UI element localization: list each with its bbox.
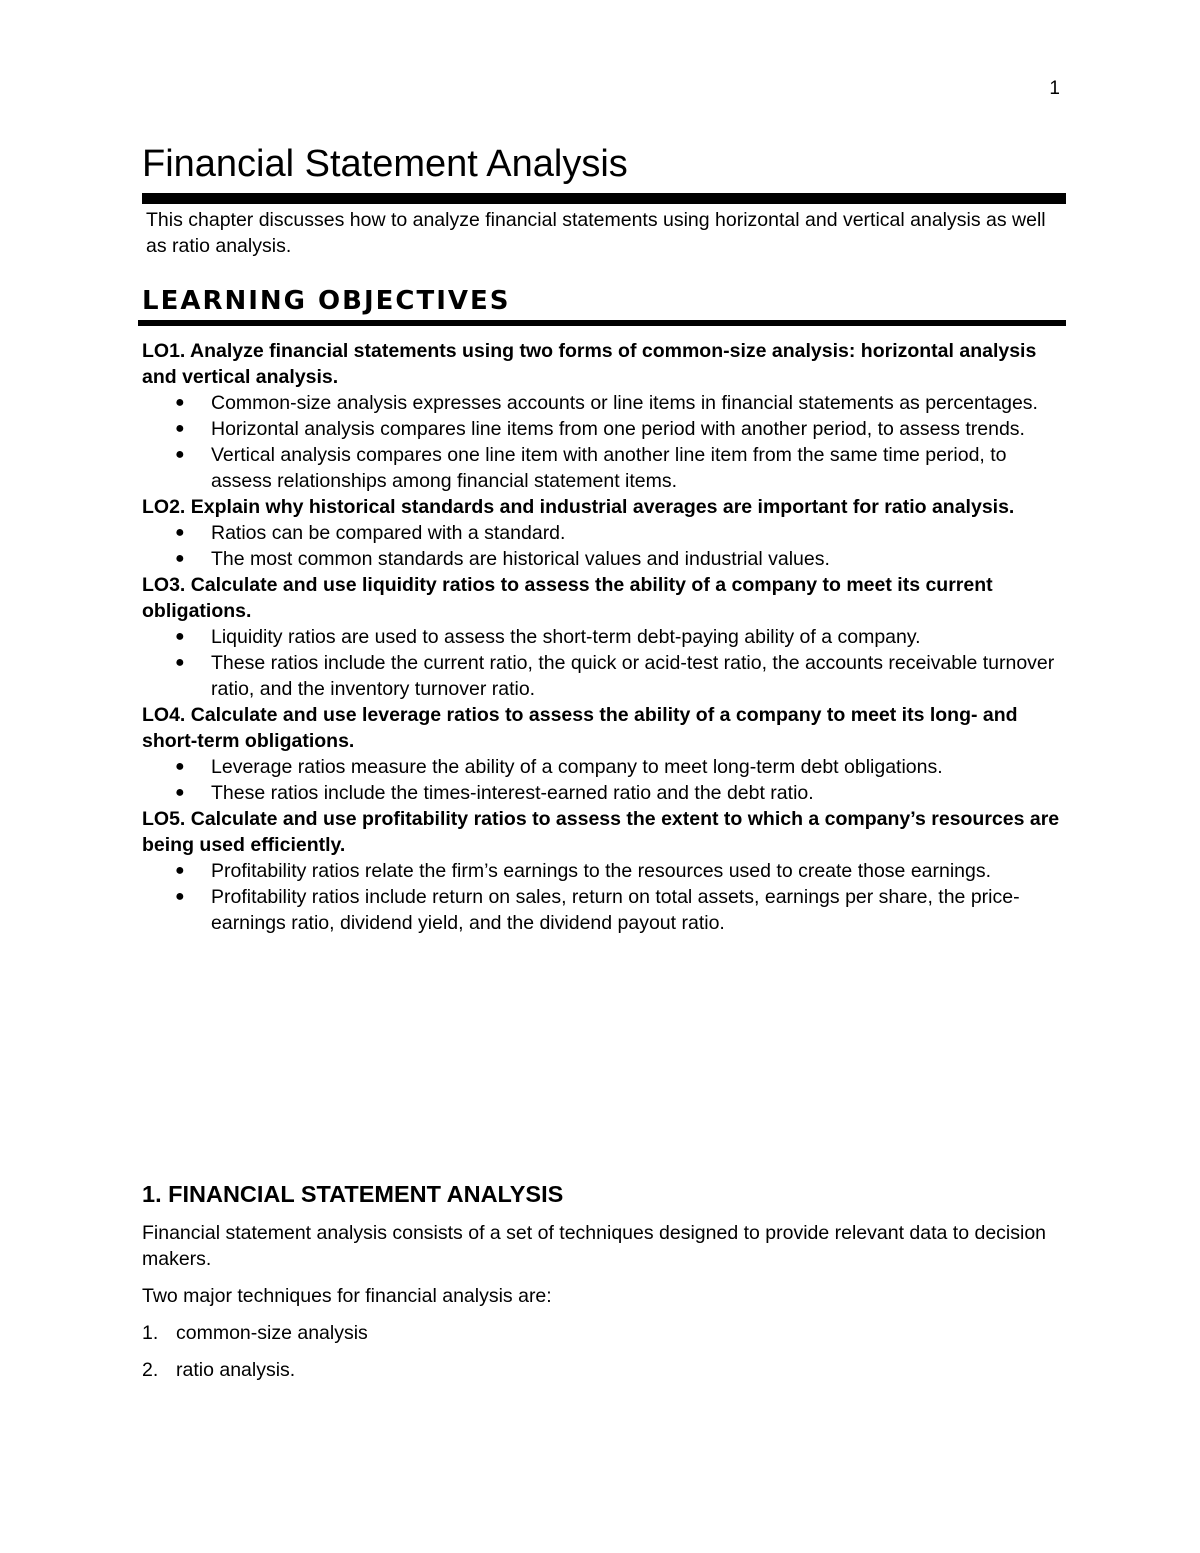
list-item: ● Leverage ratios measure the ability of a company to meet long-term debt obligations. xyxy=(175,756,943,778)
list-item: ● Vertical analysis compares one line item with another line item from the same time period, to assess relationships among financial statement items. xyxy=(175,444,1007,492)
objective-heading: LO5. Calculate and use profitability ratios to assess the extent to which a company’s resources are being used efficiently. xyxy=(142,808,1060,856)
section-paragraph: Two major techniques for financial analysis are: xyxy=(142,1285,552,1307)
title-rule xyxy=(142,193,1066,204)
chapter-intro: This chapter discusses how to analyze financial statements using horizontal and vertical analysis as well as ratio analysis. xyxy=(146,209,1046,257)
list-item: ● These ratios include the times-interest-earned ratio and the debt ratio. xyxy=(175,782,814,804)
learning-objectives-heading: LEARNING OBJECTIVES xyxy=(142,286,511,316)
list-item: 1. common-size analysis xyxy=(142,1322,368,1344)
bullet-icon: ● xyxy=(175,758,185,775)
list-item: ● The most common standards are historical values and industrial values. xyxy=(175,548,830,570)
page-number: 1 xyxy=(1049,78,1060,99)
bullet-icon: ● xyxy=(175,524,185,541)
learning-objectives-rule xyxy=(138,320,1066,326)
objective-lo1 xyxy=(142,338,1067,494)
bullet-icon: ● xyxy=(175,550,185,567)
learning-objectives-list xyxy=(142,338,1067,936)
bullet-icon: ● xyxy=(175,420,185,437)
bullet-icon: ● xyxy=(175,862,185,879)
bullet-icon: ● xyxy=(175,446,185,463)
bullet-icon: ● xyxy=(175,394,185,411)
objective-heading: LO2. Explain why historical standards and industrial averages are important for ratio analysis. xyxy=(142,496,1015,518)
bullet-icon: ● xyxy=(175,654,185,671)
bullet-icon: ● xyxy=(175,888,185,905)
list-item: ● Liquidity ratios are used to assess the short-term debt-paying ability of a company. xyxy=(175,626,921,648)
list-item: ● Horizontal analysis compares line items from one period with another period, to assess trends. xyxy=(175,418,1025,440)
bullet-icon: ● xyxy=(175,628,185,645)
bullet-icon: ● xyxy=(175,784,185,801)
objective-lo3 xyxy=(142,572,1067,702)
list-item: ● Profitability ratios relate the firm’s earnings to the resources used to create those earnings. xyxy=(175,860,992,882)
list-item: ● Profitability ratios include return on sales, return on total assets, earnings per share, the price-earnings ratio, dividend yield, and the dividend payout ratio. xyxy=(175,886,1020,934)
section-paragraph: Financial statement analysis consists of a set of techniques designed to provide relevant data to decision makers. xyxy=(142,1222,1047,1270)
objective-heading: LO3. Calculate and use liquidity ratios to assess the ability of a company to meet its current obligations. xyxy=(142,574,993,622)
list-item: ● These ratios include the current ratio, the quick or acid-test ratio, the accounts receivable turnover ratio, and the inventory turnover ratio. xyxy=(175,652,1055,700)
list-item: ● Ratios can be compared with a standard. xyxy=(175,522,566,544)
document-title: Financial Statement Analysis xyxy=(142,143,628,185)
techniques-list xyxy=(142,1320,1042,1394)
objective-lo4 xyxy=(142,702,1067,806)
list-item: ● Common-size analysis expresses accounts or line items in financial statements as percentages. xyxy=(175,392,1038,414)
list-item: 2. ratio analysis. xyxy=(142,1359,296,1381)
section-heading: 1. FINANCIAL STATEMENT ANALYSIS xyxy=(142,1181,564,1207)
objective-heading: LO1. Analyze financial statements using two forms of common-size analysis: horizontal analysis and vertical analysis. xyxy=(142,340,1037,388)
objective-lo2 xyxy=(142,494,1067,572)
objective-lo5 xyxy=(142,806,1067,936)
objective-heading: LO4. Calculate and use leverage ratios to assess the ability of a company to meet its long- and short-term obligations. xyxy=(142,704,1018,752)
